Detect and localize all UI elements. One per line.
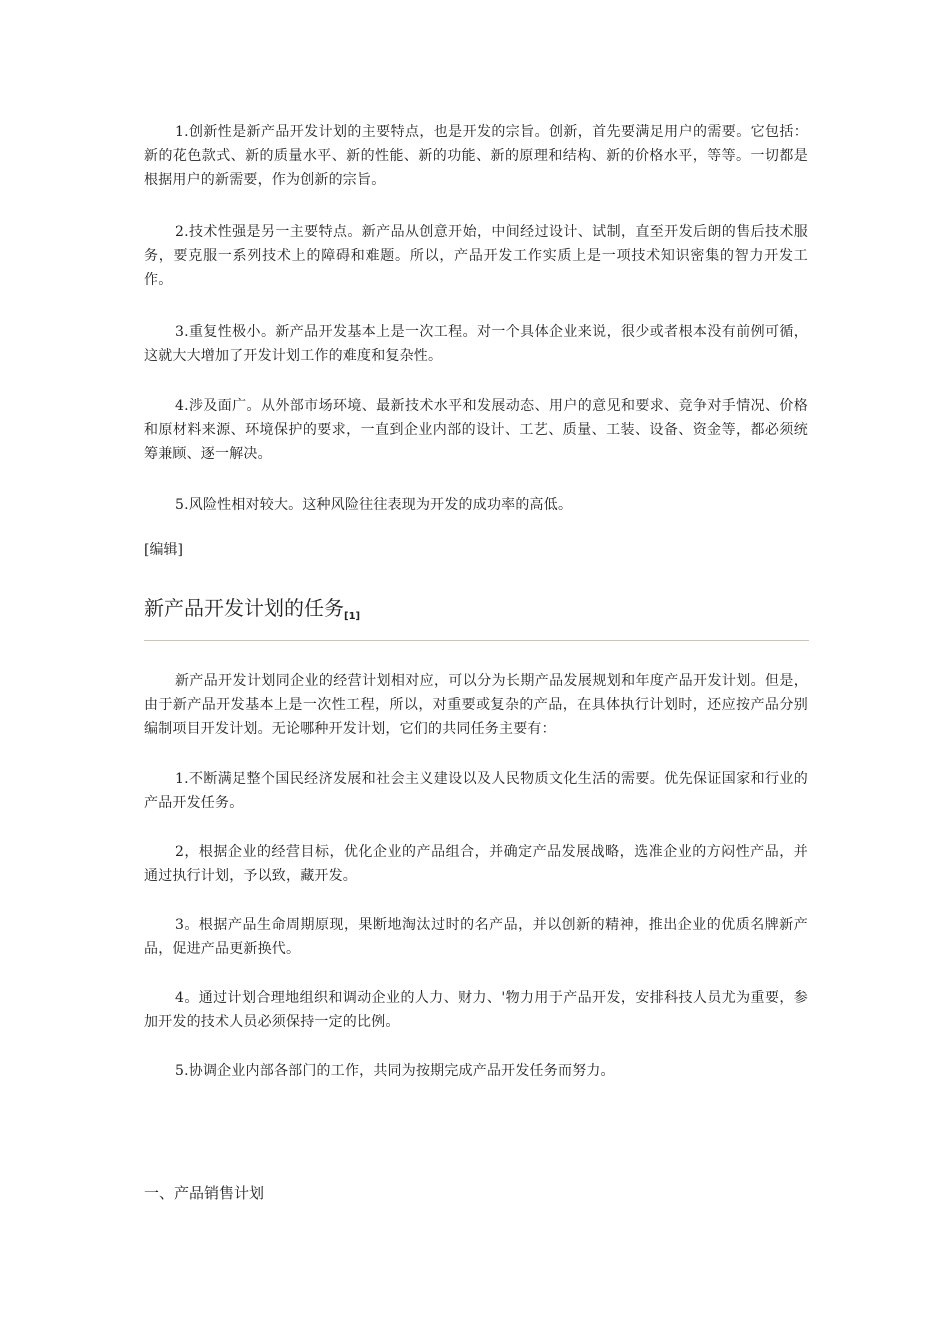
- heading-divider: [144, 640, 809, 641]
- paragraph-task-2: 2，根据企业的经营目标，优化企业的产品组合，并确定产品发展战略，选准企业的方闷性产品，并通过执行计划，予以致，藏开发。: [144, 844, 808, 884]
- edit-link[interactable]: [编辑]: [144, 542, 183, 558]
- paragraph-technical: 2.技术性强是另一主要特点。新产品从创意开始，中间经过设计、试制，直至开发后朗的售后技术服务，要克服一系列技术上的障碍和难题。所以，产品开发工作实质上是一项技术知识密集的智力开发工作。: [144, 224, 808, 288]
- section-heading-text: 新产品开发计划的任务: [144, 596, 344, 620]
- paragraph-task-4: 4。通过计划合理地组织和调动企业的人力、财力、'物力用于产品开发，安排科技人员尤为重要，参加开发的技术人员必须保持一定的比例。: [144, 990, 808, 1030]
- paragraph-low-repeatability: 3.重复性极小。新产品开发基本上是一次工程。对一个具体企业来说，很少或者根本没有前例可循，这就大大增加了开发计划工作的难度和复杂性。: [144, 324, 808, 364]
- subsection-title: 一、产品销售计划: [144, 1184, 265, 1202]
- paragraph-task-1: 1.不断满足整个国民经济发展和社会主义建设以及人民物质文化生活的需要。优先保证国家和行业的产品开发任务。: [144, 771, 808, 811]
- paragraph-risk: 5.风险性相对较大。这种风险往往表现为开发的成功率的高低。: [175, 497, 573, 513]
- paragraph-intro: 新产品开发计划同企业的经营计划相对应，可以分为长期产品发展规划和年度产品开发计划。但是，由于新产品开发基本上是一次性工程，所以，对重要或复杂的产品，在具体执行计划时，还应按产品分别编制项目开发计划。无论哪种开发计划，它们的共同任务主要有：: [144, 673, 808, 737]
- paragraph-innovation: 1.创新性是新产品开发计划的主要特点，也是开发的宗旨。创新，首先要满足用户的需要。它包括：新的花色款式、新的质量水平、新的性能、新的功能、新的原理和结构、新的价格水平，等等。一切都是根据用户的新需要，作为创新的宗旨。: [144, 124, 808, 188]
- section-heading: [144, 592, 360, 633]
- footnote-ref[interactable]: [1]: [344, 611, 361, 622]
- paragraph-task-5: 5.协调企业内部各部门的工作，共同为按期完成产品开发任务而努力。: [175, 1063, 615, 1079]
- paragraph-wide-scope: 4.涉及面广。从外部市场环境、最新技术水平和发展动态、用户的意见和要求、竞争对手情况、价格和原材料来源、环境保护的要求，一直到企业内部的设计、工艺、质量、工装、设备、资金等，都必须统筹兼顾、逐一解决。: [144, 398, 808, 462]
- paragraph-task-3: 3。根据产品生命周期原现，果断地淘汰过时的名产品，并以创新的精神，推出企业的优质名牌新产品，促进产品更新换代。: [144, 917, 808, 957]
